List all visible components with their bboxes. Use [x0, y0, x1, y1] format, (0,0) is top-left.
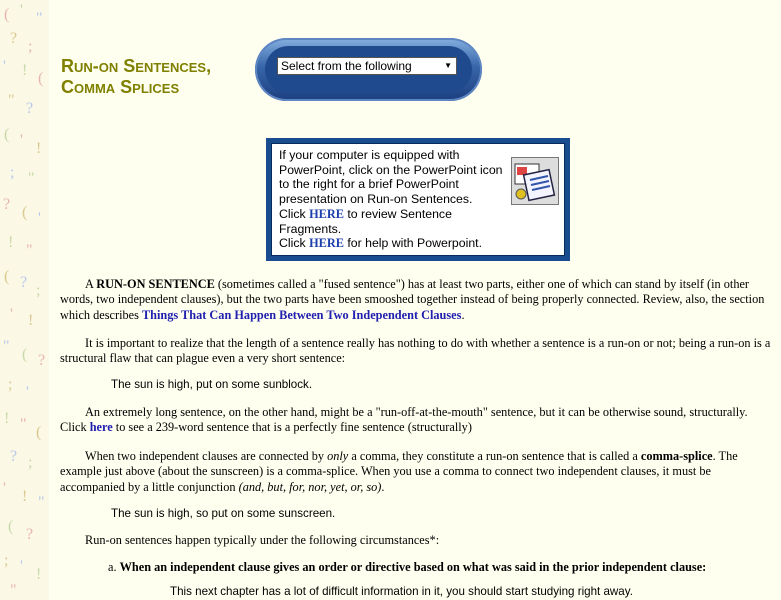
run-on-term: RUN-ON SENTENCE: [96, 277, 215, 291]
independent-clauses-link[interactable]: Things That Can Happen Between Two Independent Clauses: [141, 307, 462, 322]
paragraph-comma-splice: When two independent clauses are connected by only a comma, they constitute a run-on sentence that is called a comma-splice. The example just above (about the sunscreen) is a comma-splice. When you use a comma to connect two independent clauses, it must be accompanied by a little conjunction (and, but, for, nor, yet, or, so).: [60, 449, 738, 494]
powerpoint-help-link[interactable]: HERE: [309, 236, 344, 251]
topic-select-dropdown[interactable]: [277, 57, 457, 75]
decorative-border: ( ' " ? ; ' ! ( " ? ( ' ! ; " ? ( ' ! " ( ? ; ' ! " ( ? ; ' ! " ( ? ; ' ! " ( ? ; ' ! ": [0, 0, 49, 600]
page-title: [61, 56, 211, 98]
paragraph-long-sentence: An extremely long sentence, on the other hand, might be a "run-off-at-the-mouth" sentence, but it can be otherwise sound, structurally. Click here to see a 239-word sentence that is a perfectly fine sentence (structurally): [60, 405, 748, 435]
list-item-a: a. When an independent clause gives an order or directive based on what was said in the prior independent clause:: [108, 560, 707, 574]
paragraph-length: It is important to realize that the length of a sentence really has nothing to do with whether a sentence is a run-on or not; being a run-on is a structural flaw that can plague even a very short sentence:: [60, 336, 771, 366]
fragments-link[interactable]: HERE: [309, 206, 344, 221]
select-value: Select from the following: [281, 59, 412, 73]
example-sentence-3: This next chapter has a lot of difficult information in it, you should start studying right away.: [170, 585, 633, 598]
powerpoint-info-text: If your computer is equipped with PowerPoint, click on the PowerPoint icon to the right for a brief PowerPoint presentation on Run-on Sentences. Click HERE to review Sentence Fragments. Click HERE for help with Powerpoint.: [279, 148, 503, 251]
example-sentence-2: The sun is high, so put on some sunscreen.: [111, 507, 336, 520]
powerpoint-icon[interactable]: [511, 157, 559, 205]
title-line-2: Comma Splices: [61, 77, 180, 97]
paragraph-definition: A RUN-ON SENTENCE (sometimes called a "fused sentence") has at least two parts, either one of which can stand by itself (in other words, two independent clauses), but the two parts have been smooshed together instead of being properly connected. Review, also, the section which describes Things That Can Happen Between Two Independent Clauses.: [60, 277, 765, 322]
long-sentence-link[interactable]: here: [89, 420, 113, 435]
comma-splice-term: comma-splice: [640, 449, 713, 463]
chevron-down-icon: ▼: [444, 61, 452, 70]
paragraph-circumstances: Run-on sentences happen typically under the following circumstances*:: [85, 533, 440, 547]
ppt-intro: If your computer is equipped with PowerPoint, click on the PowerPoint icon to the right for a brief PowerPoint presentation on Run-on Sentences.: [279, 148, 503, 207]
title-line-1: Run-on Sentences,: [61, 56, 212, 76]
example-sentence-1: The sun is high, put on some sunblock.: [111, 378, 313, 391]
